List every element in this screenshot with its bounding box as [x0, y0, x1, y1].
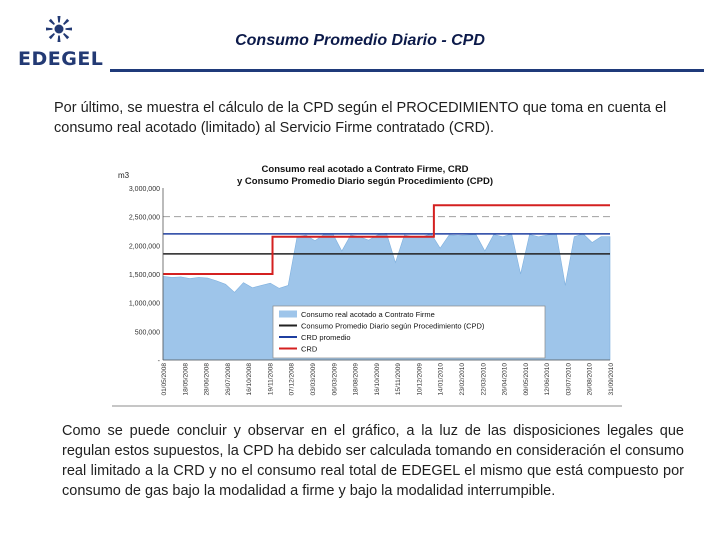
y-axis-label: m3 — [118, 171, 130, 180]
legend-entry: Consumo Promedio Diario según Procedimiento (CPD) — [301, 321, 485, 331]
x-tick-label: 26/07/2008 — [224, 363, 232, 396]
y-tick-label: 1,000,000 — [128, 300, 160, 308]
x-tick-label: 18/08/2009 — [352, 363, 360, 396]
legend-entry: CRD promedio — [301, 333, 351, 342]
sun-emblem-icon — [44, 14, 74, 44]
chart-canvas — [110, 160, 622, 408]
y-tick-label: 2,500,000 — [128, 214, 160, 222]
chart-title: Consumo real acotado a Contrato Firme, CRD — [261, 164, 469, 175]
page-title: Consumo Promedio Diario - CPD — [235, 32, 485, 49]
y-tick-label: 500,000 — [134, 329, 160, 337]
y-tick-label: - — [157, 358, 160, 365]
y-tick-label: 1,500,000 — [128, 272, 160, 279]
x-tick-label: 09/05/2010 — [522, 363, 530, 396]
title-divider — [110, 69, 704, 72]
x-tick-label: 26/08/2010 — [586, 363, 594, 396]
x-tick-label: 07/12/2008 — [288, 363, 296, 396]
x-tick-label: 16/10/2008 — [246, 363, 254, 396]
y-tick-label: 3,000,000 — [128, 186, 160, 193]
legend-swatch — [279, 311, 297, 318]
y-tick-label: 2,000,000 — [128, 243, 160, 251]
logo-wordmark: EDEGEL — [18, 48, 104, 70]
x-tick-label: 23/02/2010 — [459, 363, 466, 396]
x-tick-label: 28/06/2008 — [203, 363, 211, 396]
x-tick-label: 01/05/2008 — [161, 363, 168, 396]
consumption-chart — [110, 160, 622, 408]
x-tick-label: 06/03/2009 — [331, 363, 339, 396]
x-tick-label: 31/09/2010 — [608, 363, 615, 396]
x-tick-label: 12/06/2010 — [544, 363, 552, 396]
chart-subtitle: y Consumo Promedio Diario según Procedimiento (CPD) — [236, 176, 494, 187]
x-tick-label: 16/10/2009 — [373, 363, 381, 396]
legend-entry: CRD — [301, 344, 318, 354]
x-tick-label: 26/04/2010 — [501, 363, 509, 396]
x-tick-label: 15/11/2009 — [395, 363, 403, 396]
x-tick-label: 03/07/2010 — [565, 363, 573, 396]
legend-entry: Consumo real acotado a Contrato Firme — [301, 310, 435, 319]
intro-paragraph: Por último, se muestra el cálculo de la CPD según el PROCEDIMIENTO que toma en cuenta el consumo real acotado (limitado) al Servicio Firme contratado (CRD). — [54, 100, 667, 136]
conclusion-paragraph: Como se puede concluir y observar en el gráfico, a la luz de las disposiciones legales que regulan estos supuestos, la CPD ha debido ser calculada tomando en consideración el consumo real limitado a la CRD y no el consumo real total de EDEGEL el mismo que está compuesto por consumo de gas bajo la modalidad a firme y bajo la modalidad interrumpible. — [62, 423, 684, 499]
x-tick-label: 18/05/2008 — [182, 363, 190, 396]
x-tick-label: 10/12/2009 — [416, 363, 424, 396]
company-logo — [18, 14, 104, 70]
x-tick-label: 03/03/2009 — [310, 363, 317, 396]
x-tick-label: 19/11/2008 — [267, 363, 275, 396]
x-tick-label: 22/03/2010 — [480, 363, 488, 396]
x-tick-label: 14/01/2010 — [437, 363, 445, 396]
